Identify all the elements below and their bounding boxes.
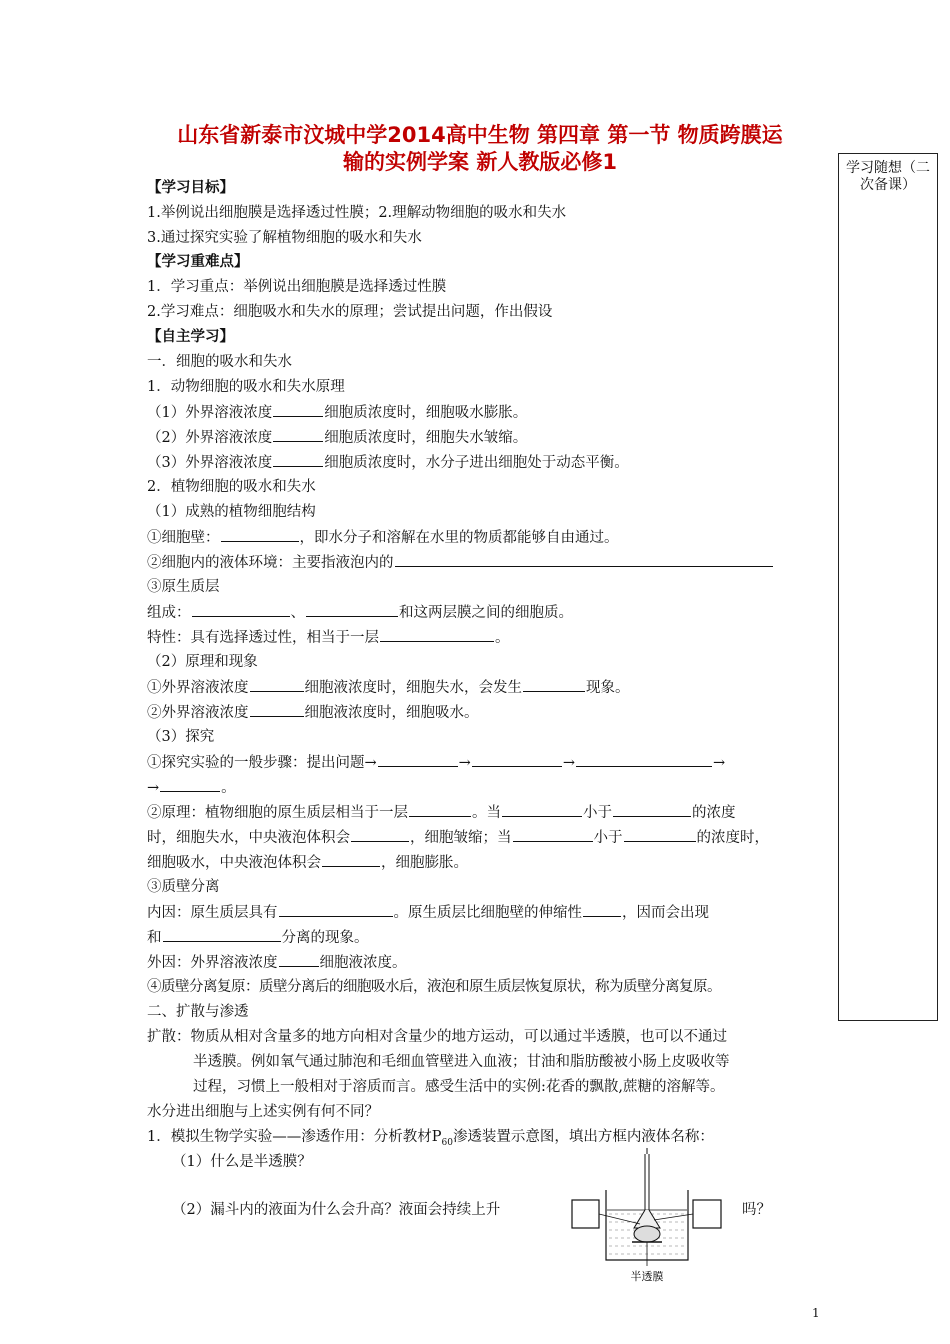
page-subscript: 60 — [441, 1137, 453, 1148]
text: （3）外界溶液浓度 — [147, 455, 273, 471]
experiment-steps-cont — [147, 777, 819, 798]
fill-blank[interactable] — [613, 802, 691, 817]
fill-blank[interactable] — [395, 552, 773, 567]
arrow: → — [562, 755, 575, 771]
funnel-tube — [645, 1154, 649, 1210]
composition-line — [147, 602, 819, 623]
plasmolysis-heading: ③质壁分离 — [147, 879, 220, 895]
fill-blank[interactable] — [523, 677, 585, 692]
text: 和这两层膜之间的细胞质。 — [399, 605, 573, 621]
funnel — [634, 1210, 660, 1228]
text: 细胞质浓度时，细胞失水皱缩。 — [324, 430, 528, 446]
text: 现象。 — [586, 680, 630, 696]
fill-blank[interactable] — [279, 952, 319, 967]
fill-blank[interactable] — [163, 927, 281, 942]
explore-heading: （3）探究 — [147, 729, 215, 745]
internal-cause-line-2 — [147, 927, 819, 948]
diffusion-question: 水分进出细胞与上述实例有何不同？ — [147, 1104, 379, 1120]
fill-blank[interactable] — [192, 602, 290, 617]
text: （1）外界溶液浓度 — [147, 405, 273, 421]
text: 1．模拟生物学实验——渗透作用：分析教材P — [147, 1129, 442, 1145]
text: 。 — [495, 630, 510, 646]
text: ，即水分子和溶解在水里的物质都能够自由通过。 — [299, 530, 619, 546]
fill-blank[interactable] — [322, 852, 380, 867]
text: 内因：原生质层具有 — [147, 905, 278, 921]
text: 外因：外界溶液浓度 — [147, 955, 278, 971]
fill-blank[interactable] — [513, 827, 593, 842]
goals-heading: 【学习目标】 — [147, 180, 234, 196]
principle-line-2 — [147, 827, 819, 848]
membrane-label: 半透膜 — [630, 1270, 664, 1283]
fill-blank[interactable] — [221, 527, 299, 542]
animal-item-1 — [147, 402, 819, 423]
text: 细胞液浓度时，细胞失水，会发生 — [304, 680, 522, 696]
text: 分离的现象。 — [281, 930, 369, 946]
text: 细胞质浓度时，细胞吸水膨胀。 — [324, 405, 528, 421]
text: 渗透装置示意图，填出方框内液体名称： — [452, 1129, 714, 1145]
animal-item-3 — [147, 452, 819, 473]
liquid-env-line — [147, 552, 819, 573]
text: ，因而会出现 — [622, 905, 709, 921]
difficult-point: 2.学习难点：细胞吸水和失水的原理；尝试提出问题，作出假设 — [147, 304, 553, 320]
text: ②原理：植物细胞的原生质层相当于一层 — [147, 805, 408, 821]
text: 。原生质层比细胞壁的伸缩性 — [393, 905, 582, 921]
phenomenon-2 — [147, 702, 819, 723]
cell-wall-line — [147, 527, 819, 548]
part2-title: 二、扩散与渗透 — [147, 1004, 249, 1020]
text: 小于 — [593, 830, 623, 846]
right-pointer-line — [654, 1214, 693, 1220]
part1-title: 一．细胞的吸水和失水 — [147, 354, 292, 370]
fill-blank[interactable] — [583, 902, 621, 917]
text: ②外界溶液浓度 — [147, 705, 249, 721]
experiment-steps — [147, 752, 819, 773]
title-line-1: 山东省新泰市汶城中学2014高中生物 第四章 第一节 物质跨膜运 — [177, 123, 783, 147]
fill-blank[interactable] — [576, 752, 712, 767]
text: 细胞质浓度时，水分子进出细胞处于动态平衡。 — [324, 455, 629, 471]
question-1: （1）什么是半透膜？ — [172, 1154, 312, 1170]
text: 小于 — [583, 805, 612, 821]
text: ②细胞内的液体环境：主要指液泡内的 — [147, 555, 394, 571]
principle-heading: （2）原理和现象 — [147, 654, 258, 670]
fill-blank[interactable] — [306, 602, 398, 617]
fill-blank[interactable] — [472, 752, 562, 767]
phenomenon-1 — [147, 677, 819, 698]
principle-line-3 — [147, 852, 819, 873]
fill-blank[interactable] — [502, 802, 582, 817]
question-2-end: 吗？ — [742, 1202, 771, 1218]
property-line — [147, 627, 819, 648]
text: 特性：具有选择透过性，相当于一层 — [147, 630, 379, 646]
text: ①外界溶液浓度 — [147, 680, 249, 696]
internal-cause-line — [147, 902, 819, 923]
diffusion-line-1: 扩散：物质从相对含量多的地方向相对含量少的地方运动，可以通过半透膜，也可以不通过 — [147, 1029, 727, 1045]
fill-blank[interactable] — [378, 752, 458, 767]
text: 的浓度 — [692, 805, 736, 821]
text: 。当 — [472, 805, 501, 821]
fill-blank[interactable] — [380, 627, 494, 642]
text: 。 — [221, 780, 236, 796]
fill-blank[interactable] — [351, 827, 409, 842]
text: ，细胞膨胀。 — [381, 855, 468, 871]
plant-structure-heading: （1）成熟的植物细胞结构 — [147, 504, 316, 520]
question-2: （2）漏斗内的液面为什么会升高？液面会持续上升 — [172, 1202, 501, 1218]
key-point: 1．学习重点：举例说出细胞膜是选择透过性膜 — [147, 279, 447, 295]
external-cause-line — [147, 952, 819, 973]
right-answer-box[interactable] — [693, 1200, 721, 1228]
principle-line-1 — [147, 802, 819, 823]
text: 细胞吸水，中央液泡体积会 — [147, 855, 321, 871]
text: 细胞液浓度时，细胞吸水。 — [304, 705, 479, 721]
text: 和 — [147, 930, 162, 946]
key-heading: 【学习重难点】 — [147, 254, 249, 270]
goal-1: 1.举例说出细胞膜是选择透过性膜；2.理解动物细胞的吸水和失水 — [147, 205, 567, 221]
fill-blank[interactable] — [279, 902, 393, 917]
osmosis-apparatus-diagram — [568, 1148, 728, 1284]
fill-blank[interactable] — [250, 702, 304, 717]
self-study-heading: 【自主学习】 — [147, 329, 234, 345]
text: 细胞液浓度。 — [319, 955, 407, 971]
document-title — [140, 122, 820, 176]
arrow: → — [712, 755, 726, 771]
left-pointer-line — [599, 1214, 640, 1224]
text: ，细胞皱缩；当 — [410, 830, 512, 846]
arrow: → — [458, 755, 471, 771]
left-answer-box[interactable] — [572, 1200, 599, 1228]
arrow: → — [147, 780, 160, 796]
goal-2: 3.通过探究实验了解植物细胞的吸水和失水 — [147, 230, 422, 246]
fill-blank[interactable] — [273, 452, 323, 467]
fill-blank[interactable] — [624, 827, 696, 842]
text: 时，细胞失水，中央液泡体积会 — [147, 830, 350, 846]
fill-blank[interactable] — [250, 677, 304, 692]
diffusion-line-3: 过程，习惯上一般相对于溶质而言。感受生活中的实例:花香的飘散,蔗糖的溶解等。 — [193, 1079, 725, 1095]
animal-cell-heading: 1．动物细胞的吸水和失水原理 — [147, 379, 345, 395]
animal-item-2 — [147, 427, 819, 448]
title-line-2: 输的实例学案 新人教版必修1 — [343, 150, 617, 174]
fill-blank[interactable] — [273, 402, 323, 417]
fill-blank[interactable] — [273, 427, 323, 442]
notes-sidebar — [838, 153, 938, 1021]
text: 、 — [290, 605, 305, 621]
fill-blank[interactable] — [160, 777, 220, 792]
plant-cell-heading: 2．植物细胞的吸水和失水 — [147, 479, 316, 495]
text: （2）外界溶液浓度 — [147, 430, 273, 446]
text: 的浓度时， — [696, 830, 769, 846]
notes-sidebar-label: 学习随想（二次备课） — [846, 160, 930, 193]
text: ①探究实验的一般步骤：提出问题→ — [147, 755, 377, 771]
diffusion-line-2: 半透膜。例如氧气通过肺泡和毛细血管壁进入血液；甘油和脂肪酸被小肠上皮吸收等 — [193, 1054, 730, 1070]
text: ①细胞壁： — [147, 530, 220, 546]
recovery-line: ④质壁分离复原：质壁分离后的细胞吸水后，液泡和原生质层恢复原状，称为质壁分离复原。 — [147, 979, 721, 995]
membrane-bulb — [634, 1226, 660, 1242]
page-number: 1 — [812, 1306, 820, 1320]
protoplast-heading: ③原生质层 — [147, 579, 220, 595]
fill-blank[interactable] — [409, 802, 471, 817]
text: 组成： — [147, 605, 191, 621]
